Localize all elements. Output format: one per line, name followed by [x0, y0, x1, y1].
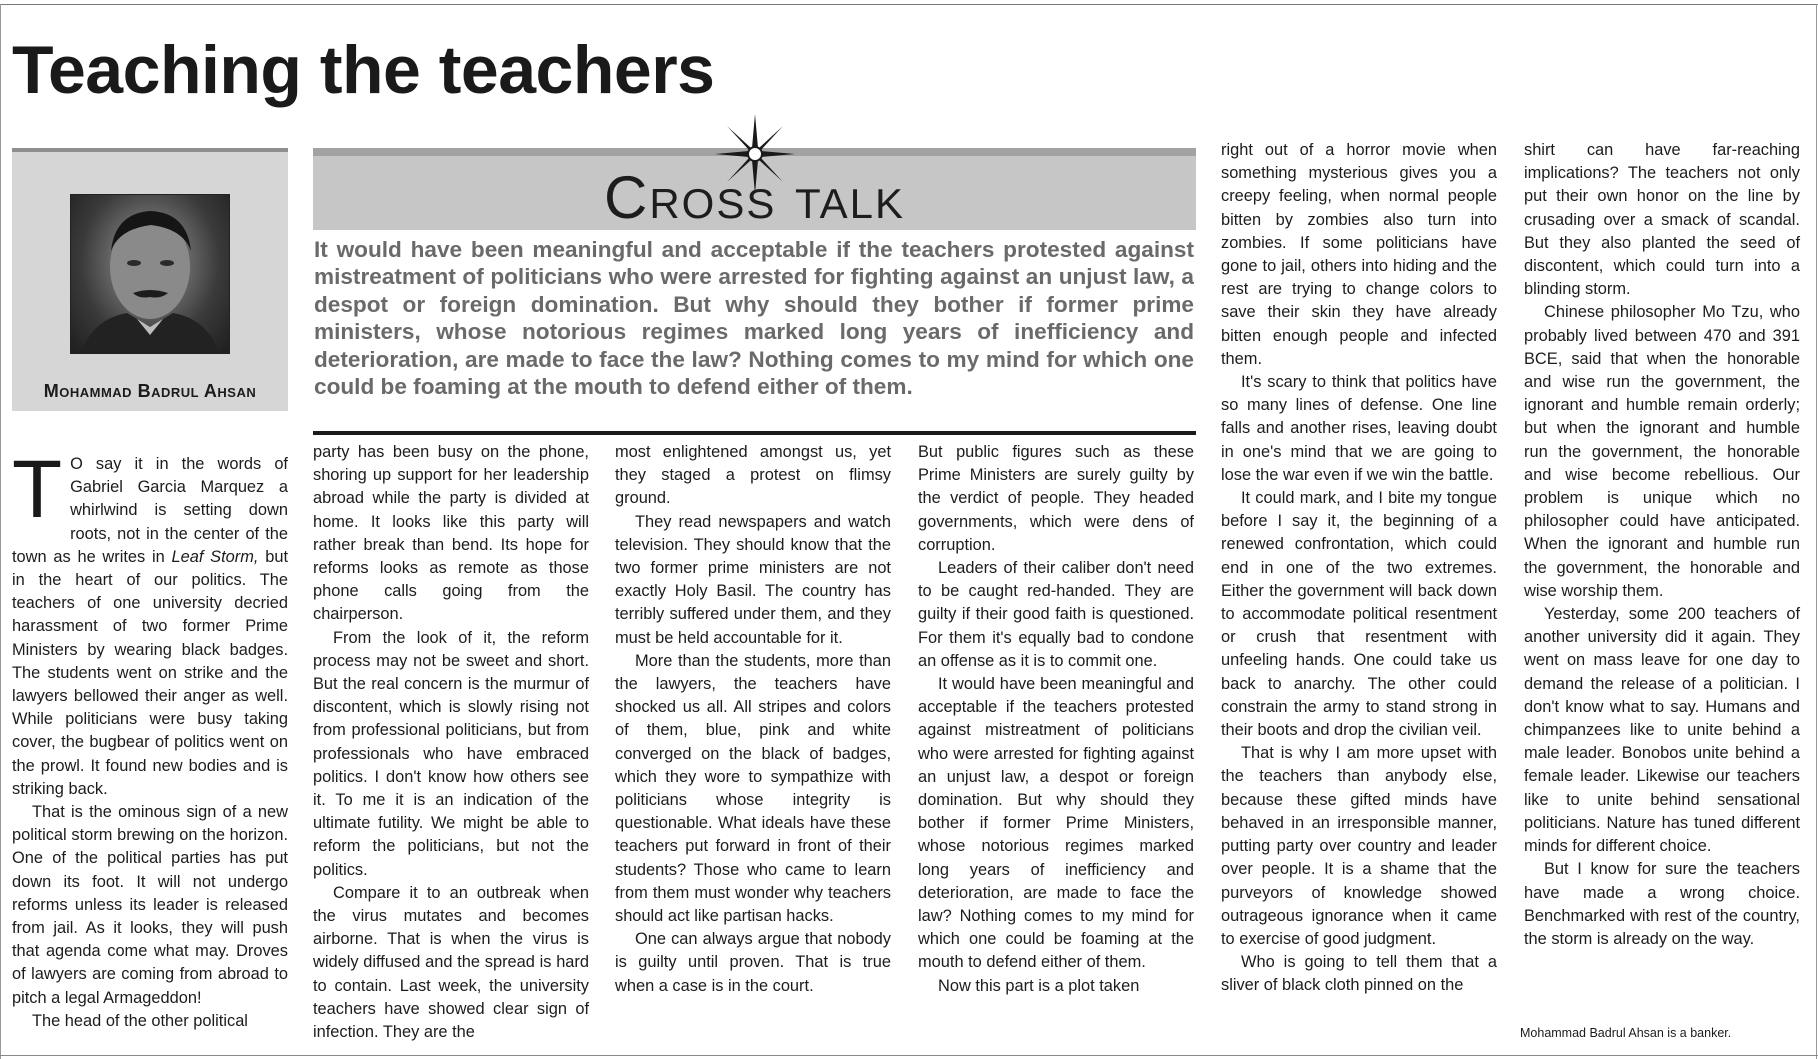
- article-paragraph: More than the students, more than the lawyers, the teachers have shocked us all. All stripes and colors of them, blue, pink and white converged on the black of badges, which they wore to sympathize with politicians whose integrity is questionable. What ideals have these teachers put forward in front of their students? Those who came to learn from them must wonder why teachers should act like partisan hacks.: [615, 651, 891, 926]
- author-photo: [70, 194, 230, 354]
- article-paragraph: Chinese philosopher Mo Tzu, who probably lived between 470 and 391 BCE, said that when the honorable and wise run the government, the ignorant and humble remain orderly; but when the ignorant and humble run the government, the honorable and wise become rebellious. Our problem is unique which no philosopher could have anticipated. When the ignorant and humble run the government, the honorable and wise worship them.: [1524, 303, 1800, 600]
- right-border: [1816, 4, 1817, 1059]
- article-paragraph: It could mark, and I bite my tongue before I say it, the beginning of a renewed confrontation, which could end in one of the two extremes. Either the government will back down to accommodate political resentment or crush that resentment with unfeeling hands. One could take us back to anarchy. The other could constrain the army to stand strong in their boots and drop the civilian veil.: [1221, 489, 1497, 740]
- article-paragraph: shirt can have far-reaching implications? The teachers not only put their own honor on the line by crusading over a smack of scandal. But they also planted the seed of discontent, which could turn into a blinding storm.: [1524, 141, 1800, 299]
- article-paragraph: It would have been meaningful and acceptable if the teachers protested against mistreatment of politicians who were arrested for fighting against an unjust law, a despot or foreign domination. But why should they bother if former Prime Ministers, whose notorious regimes marked long years of inefficiency and deterioration, are made to face the law? Nothing comes to my mind for which one could be foaming at the mouth to defend either of them.: [918, 675, 1194, 972]
- drop-cap: T: [12, 444, 63, 535]
- article-column-3: [615, 441, 891, 998]
- pull-quote-rule: [313, 431, 1196, 435]
- article-column-6: [1524, 139, 1800, 951]
- article-paragraph: Now this part is a plot taken: [938, 976, 1140, 995]
- section-title: Cross talk: [604, 164, 905, 231]
- article-column-4: [918, 441, 1194, 998]
- article-paragraph: One can always argue that nobody is guilty until proven. That is true when a case is in the court.: [615, 930, 891, 995]
- author-name: Mohammad Badrul Ahsan: [43, 381, 257, 401]
- article-paragraph: right out of a horror movie when something mysterious gives you a creepy feeling, when normal people bitten by zombies also turn into zombies. If some politicians have gone to jail, others into hiding and the rest are trying to change colors to save their skin they have already bitten enough people and infected them.: [1221, 141, 1497, 368]
- article-column-2: [313, 441, 589, 1044]
- top-border: [0, 4, 1818, 5]
- article-paragraph: But public figures such as these Prime Ministers are surely guilty by the verdict of people. They headed governments, which were dens of corruption.: [918, 443, 1194, 554]
- article-paragraph: That is why I am more upset with the teachers than anybody else, because these gifted minds have behaved in an irresponsible manner, putting party over country and leader over people. It is a shame that the purveyors of knowledge showed outrageous ignorance when it came to exercise of good judgment.: [1221, 744, 1497, 948]
- article-column-5: [1221, 139, 1497, 998]
- article-paragraph: T O say it in the words of Gabriel Garcia Marquez a whirlwind is setting down roots, not in the center of the town as he writes in Leaf Storm, but in the heart of our politics. The teachers of one university decried harassment of two former Prime Ministers by wearing black badges. The students went on strike and the lawyers bellowed their anger as well. While politicians were busy taking cover, the bugbear of politics went on the prowl. It found new bodies and is striking back.: [12, 444, 288, 798]
- article-paragraph: Compare it to an outbreak when the virus mutates and becomes airborne. That is when the virus is widely diffused and the spread is hard to contain. Last week, the university teachers have showed clear sign of infection. They are the: [313, 883, 589, 1042]
- article-paragraph: That is the ominous sign of a new political storm brewing on the horizon. One of the political parties has put down its foot. It will not undergo reforms unless its leader is released from jail. As it looks, they will push that agenda come what may. Droves of lawyers are coming from abroad to pitch a legal Armageddon!: [12, 803, 288, 1007]
- article-paragraph: They read newspapers and watch television. They should know that the two former prime ministers are not exactly Holy Basil. The country has terribly suffered under them, and they must be held accountable for it.: [615, 512, 891, 647]
- author-note: Mohammad Badrul Ahsan is a banker.: [1520, 1026, 1732, 1040]
- pull-quote: It would have been meaningful and acceptable if the teachers protested against mistreatment of politicians who were arrested for fighting against an unjust law, a despot or foreign domination. But why should they bother if former prime ministers, whose notorious regimes marked long years of inefficiency and deterioration, are made to face the law? Nothing comes to my mind for which one could be foaming at the mouth to defend either of them.: [314, 237, 1194, 400]
- book-title: Leaf Storm,: [171, 547, 259, 566]
- article-paragraph: But I know for sure the teachers have made a wrong choice. Benchmarked with rest of the country, the storm is already on the way.: [1524, 860, 1800, 948]
- article-column-1: [12, 444, 288, 1033]
- article-paragraph: From the look of it, the reform process may not be sweet and short. But the real concern is the murmur of discontent, which is slowly rising not from professional politicians, but from professionals who have embraced politics. I don't know how others see it. To me it is an indication of the ultimate futility. We might be able to reform the politicians, but not the politics.: [313, 628, 589, 879]
- left-border: [0, 4, 1, 1059]
- article-paragraph: party has been busy on the phone, shoring up support for her leadership abroad while the party is divided at home. It looks like this party will rather break than bend. Its hope for reforms looks as remote as those phone calls going from the chairperson.: [313, 443, 589, 624]
- article-paragraph: It's scary to think that politics have so many lines of defense. One line falls and another rises, leaving doubt in one's mind that we are going to lose the war even if we win the battle.: [1221, 373, 1497, 484]
- article-paragraph: Leaders of their caliber don't need to be caught red-handed. They are guilty if their good faith is questioned. For them it's equally bad to condone an offense as it is to commit one.: [918, 559, 1194, 670]
- author-portrait-icon: [71, 195, 229, 353]
- article-paragraph: Yesterday, some 200 teachers of another university did it again. They went on mass leave for one day to demand the release of a politician. I don't know what to say. Humans and chimpanzees like to unite behind a male leader. Bonobos unite behind a female leader. Likewise our teachers like to unite behind sensational politicians. Nature has tuned different minds for different choice.: [1524, 605, 1800, 856]
- author-box: [12, 148, 288, 411]
- bottom-border: [0, 1055, 1818, 1056]
- article-paragraph: most enlightened amongst us, yet they staged a protest on flimsy ground.: [615, 443, 891, 508]
- headline: Teaching the teachers: [12, 32, 715, 108]
- article-paragraph: The head of the other political: [32, 1011, 248, 1030]
- article-paragraph: Who is going to tell them that a sliver of black cloth pinned on the: [1221, 953, 1497, 995]
